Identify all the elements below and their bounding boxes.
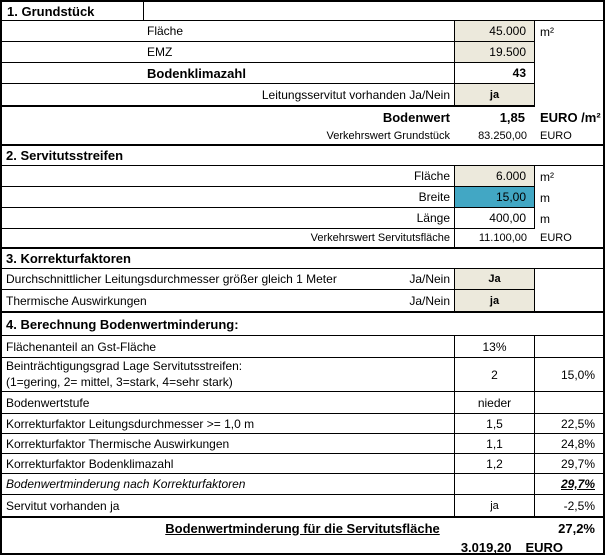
bodenwertstufe-label: Bodenwertstufe [2, 392, 454, 414]
row-korrekturfaktor-thermisch [2, 434, 603, 454]
verkehrswert-grundstueck-unit: EURO [540, 129, 572, 142]
flaeche-label: Fläche [2, 21, 454, 42]
section-4-header [2, 313, 603, 336]
verkehrswert-servitut-value: 11.100,00 [454, 229, 535, 247]
section-3-header [2, 249, 603, 269]
kf-leitungsdurchmesser-value-cell[interactable]: 1,5 [454, 414, 535, 434]
flaechenanteil-value-cell[interactable]: 13% [454, 336, 535, 358]
verkehrswert-grundstueck-value: 83.250,00 [478, 129, 527, 142]
row-flaechenanteil [2, 336, 603, 358]
laenge-unit: m [540, 211, 550, 226]
kf-bodenklimazahl-value-cell[interactable]: 1,2 [454, 454, 535, 474]
flaechenanteil-percent [535, 336, 603, 358]
row-thermische-auswirkungen [2, 290, 603, 311]
section-1-title: 1. Grundstück [2, 2, 144, 20]
total-currency: EURO [525, 540, 563, 555]
servitut-flaeche-value-cell[interactable]: 6.000 [454, 166, 535, 187]
section-4-title: 4. Berechnung Bodenwertminderung: [6, 316, 239, 332]
kf-leitungsdurchmesser-percent: 22,5% [535, 414, 603, 434]
row-leitungsservitut [2, 84, 603, 105]
breite-label: Breite [2, 187, 454, 208]
bodenwert-unit: EURO /m² [540, 109, 601, 125]
leitungsservitut-value-cell[interactable]: ja [454, 84, 535, 105]
bodenwertstufe-percent [535, 392, 603, 414]
leitungsdurchmesser-unit [535, 269, 603, 290]
breite-value-cell-selected[interactable]: 15,00 [454, 187, 535, 208]
bodenwert-label: Bodenwert [382, 109, 450, 125]
total-amount: 3.019,20 [460, 540, 512, 555]
thermisch-unit [535, 290, 603, 311]
row-flaeche-grundstueck [2, 21, 603, 42]
servitut-vorhanden-label: Servitut vorhanden ja [6, 498, 120, 513]
row-bodenwertminderung-korrekturfaktoren [2, 474, 603, 495]
servitut-flaeche-label: Fläche [2, 166, 454, 187]
leitungsservitut-label: Leitungsservitut vorhanden Ja/Nein [261, 87, 450, 102]
row-emz [2, 42, 603, 63]
row-bodenklimazahl [2, 63, 603, 84]
row-korrekturfaktor-bodenklimazahl [2, 454, 603, 474]
beeintraechtigungsgrad-label: Beinträchtigungsgrad Lage Servitutsstreifen: [6, 358, 243, 373]
bwm-korrekturfaktoren-label: Bodenwertminderung nach Korrekturfaktoren [2, 474, 454, 495]
total-label: Bodenwertminderung für die Servitutsfläche [165, 520, 440, 536]
beeintraechtigungsgrad-label-cell [2, 358, 454, 392]
kf-bodenklimazahl-label: Korrekturfaktor Bodenklimazahl [2, 454, 454, 474]
row-korrekturfaktor-leitungsdurchmesser [2, 414, 603, 434]
row-bodenwertstufe [2, 392, 603, 414]
bwm-korrekturfaktoren-percent: 29,7% [535, 474, 603, 495]
section-1-header-spacer [144, 2, 603, 20]
kf-thermisch-value-cell[interactable]: 1,1 [454, 434, 535, 454]
thermisch-value-cell[interactable]: ja [454, 290, 535, 311]
kf-leitungsdurchmesser-label: Korrekturfaktor Leitungsdurchmesser >= 1,0 m [2, 414, 454, 434]
emz-label: EMZ [2, 42, 454, 63]
kf-thermisch-percent: 24,8% [535, 434, 603, 454]
total-percent: 27,2% [558, 520, 595, 536]
leitungsdurchmesser-toggle-label: Ja/Nein [409, 272, 450, 286]
row-beeintraechtigungsgrad [2, 358, 603, 392]
servitut-vorhanden-percent: -2,5% [563, 498, 595, 513]
row-total-percent [2, 518, 603, 538]
row-verkehrswert-servitutsflaeche [2, 229, 603, 247]
section-2-title: 2. Servitutsstreifen [6, 148, 124, 163]
beeintraechtigungsgrad-sublabel: (1=gering, 2= mittel, 3=stark, 4=sehr stark) [6, 374, 233, 389]
bodenwert-value: 1,85 [499, 109, 525, 125]
thermisch-label-cell [2, 290, 454, 311]
flaechenanteil-label: Flächenanteil an Gst-Fläche [2, 336, 454, 358]
row-laenge [2, 208, 603, 229]
breite-unit: m [540, 190, 550, 205]
row-leitungsdurchmesser [2, 269, 603, 290]
bodenklimazahl-label: Bodenklimazahl [2, 63, 454, 84]
bodenklimazahl-unit [535, 63, 603, 84]
section-1-header [2, 2, 603, 21]
leitungsdurchmesser-label: Durchschnittlicher Leitungsdurchmesser größer gleich 1 Meter [6, 272, 337, 286]
emz-value-cell[interactable]: 19.500 [454, 42, 535, 63]
bwm-korrekturfaktoren-value-cell[interactable] [454, 474, 535, 495]
row-bodenwert [2, 107, 603, 127]
section-3-title: 3. Korrekturfaktoren [6, 251, 131, 266]
verkehrswert-grundstueck-label: Verkehrswert Grundstück [326, 129, 450, 142]
leitungsservitut-unit [535, 84, 603, 105]
row-flaeche-servitut [2, 166, 603, 187]
row-breite [2, 187, 603, 208]
kf-bodenklimazahl-percent: 29,7% [535, 454, 603, 474]
beeintraechtigungsgrad-percent: 15,0% [535, 358, 603, 392]
flaeche-value-cell[interactable]: 45.000 [454, 21, 535, 42]
leitungsdurchmesser-label-cell [2, 269, 454, 290]
row-verkehrswert-grundstueck [2, 127, 603, 144]
verkehrswert-servitut-unit: EURO [540, 232, 572, 244]
beeintraechtigungsgrad-value-cell[interactable]: 2 [454, 358, 535, 392]
section-2-header [2, 146, 603, 166]
thermisch-toggle-label: Ja/Nein [409, 293, 450, 308]
row-servitut-vorhanden [2, 495, 603, 516]
laenge-value-cell[interactable]: 400,00 [454, 208, 535, 229]
row-total-amount [2, 538, 603, 555]
servitut-vorhanden-value-cell[interactable]: ja [454, 495, 535, 516]
bodenklimazahl-value-cell[interactable]: 43 [454, 63, 535, 84]
bodenwertstufe-value-cell[interactable]: nieder [454, 392, 535, 414]
kf-thermisch-label: Korrekturfaktor Thermische Auswirkungen [2, 434, 454, 454]
servitut-flaeche-unit: m² [540, 169, 554, 184]
laenge-label: Länge [2, 208, 454, 229]
flaeche-unit: m² [540, 24, 554, 39]
verkehrswert-servitut-label: Verkehrswert Servitutsfläche [310, 232, 450, 244]
emz-unit [535, 42, 603, 63]
leitungsdurchmesser-value-cell[interactable]: Ja [454, 269, 535, 290]
thermisch-label: Thermische Auswirkungen [6, 293, 147, 308]
